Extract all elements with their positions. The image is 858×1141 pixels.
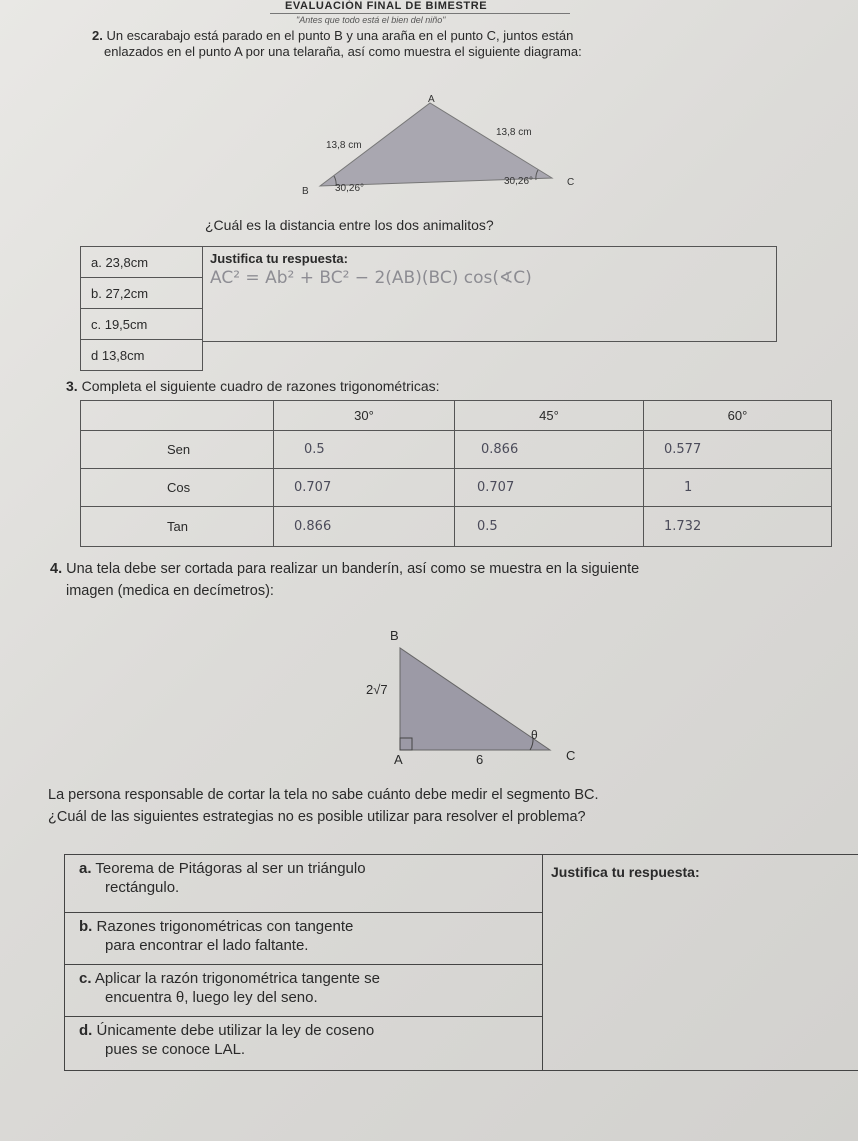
question-2-number: 2. xyxy=(92,28,103,43)
exam-title: EVALUACIÓN FINAL DE BIMESTRE xyxy=(285,0,488,12)
option-b-line2: para encontrar el lado faltante. xyxy=(105,937,309,954)
question-4-number: 4. xyxy=(50,561,63,577)
question-2-answer-area xyxy=(80,246,778,363)
question-2-handwritten-work: AC² = Ab² + BC² − 2(AB)(BC) cos(∢C) xyxy=(210,268,532,288)
question-2-line2: enlazados en el punto A por una telaraña, así como muestra el siguiente diagrama: xyxy=(104,44,582,59)
sen-45-value[interactable]: 0.866 xyxy=(455,431,644,469)
option-a-line1: Teorema de Pitágoras al ser un triángulo xyxy=(95,860,366,877)
option-a[interactable]: a. 23,8cm xyxy=(81,247,203,278)
right-triangle-shape xyxy=(400,648,550,750)
option-c-q4[interactable] xyxy=(65,965,543,1017)
sen-60-value[interactable]: 0.577 xyxy=(644,431,832,469)
question-4-justify-box[interactable] xyxy=(543,855,858,1071)
option-a-letter: a. xyxy=(79,860,92,877)
option-b-q4[interactable] xyxy=(65,913,543,965)
option-d-letter: d. xyxy=(79,1022,93,1039)
option-a-q4[interactable] xyxy=(65,855,543,913)
side-ac-label-q4: 6 xyxy=(476,752,484,767)
option-b-line1: Razones trigonométricas con tangente xyxy=(96,918,354,935)
trig-table-corner xyxy=(81,401,274,431)
question-3-number: 3. xyxy=(66,378,78,394)
option-c-line2: encuentra θ, luego ley del seno. xyxy=(105,989,318,1006)
tan-45-value[interactable]: 0.5 xyxy=(455,507,644,547)
option-b[interactable]: b. 27,2cm xyxy=(81,278,203,309)
vertex-a-label: A xyxy=(428,94,435,105)
question-4-line2: imagen (medica en decímetros): xyxy=(66,583,274,599)
cos-60-value[interactable]: 1 xyxy=(644,469,832,507)
trig-row-label-cos: Cos xyxy=(81,469,274,507)
vertex-c-label: C xyxy=(567,177,575,188)
question-2-line1: Un escarabajo está parado en el punto B y una araña en el punto C, juntos están xyxy=(106,28,574,43)
trig-row-label-sen: Sen xyxy=(81,431,274,469)
trig-col-30: 30° xyxy=(274,401,455,431)
question-4-text xyxy=(50,558,850,602)
tan-30-value[interactable]: 0.866 xyxy=(274,507,455,547)
question-4-question: ¿Cuál de las siguientes estrategias no es posible utilizar para resolver el problema? xyxy=(48,809,586,825)
option-b-letter: b. xyxy=(79,918,93,935)
tan-60-value[interactable]: 1.732 xyxy=(644,507,832,547)
side-ab-label: 13,8 cm xyxy=(326,140,362,151)
cos-30-value[interactable]: 0.707 xyxy=(274,469,455,507)
trig-col-60: 60° xyxy=(644,401,832,431)
option-c-line1: Aplicar la razón trigonométrica tangente se xyxy=(94,970,381,987)
question-4-prompt xyxy=(48,784,854,828)
question-3-instructions: Completa el siguiente cuadro de razones trigonométricas: xyxy=(81,378,440,394)
question-3-text xyxy=(66,378,440,394)
vertex-a-label-q4: A xyxy=(394,752,403,767)
angle-c-label: 30,26° xyxy=(504,176,534,187)
question-2-text xyxy=(92,28,812,60)
option-c-letter: c. xyxy=(79,970,92,987)
option-a-line2: rectángulo. xyxy=(105,879,180,896)
header-divider xyxy=(270,13,570,14)
trig-ratios-table xyxy=(80,400,832,547)
sen-30-value[interactable]: 0.5 xyxy=(274,431,455,469)
question-4-segment-text: La persona responsable de cortar la tela no sabe cuánto debe medir el segmento BC. xyxy=(48,787,599,803)
question-2-prompt: ¿Cuál es la distancia entre los dos animalitos? xyxy=(205,217,494,233)
side-ac-label: 13,8 cm xyxy=(496,127,532,138)
vertex-c-label-q4: C xyxy=(566,748,576,763)
option-c[interactable]: c. 19,5cm xyxy=(81,309,203,340)
option-d-line2: pues se conoce LAL. xyxy=(105,1041,246,1058)
trig-col-45: 45° xyxy=(455,401,644,431)
vertex-b-label-q4: B xyxy=(390,628,399,643)
exam-motto: "Antes que todo está el bien del niño" xyxy=(296,15,446,25)
option-d-selected[interactable]: d 13,8cm xyxy=(81,340,203,371)
angle-b-label: 30,26° xyxy=(335,183,365,194)
angle-theta-label: θ xyxy=(531,728,538,742)
cos-45-value[interactable]: 0.707 xyxy=(455,469,644,507)
question-2-options xyxy=(80,246,203,371)
question-2-justify-label: Justifica tu respuesta: xyxy=(210,251,348,266)
vertex-b-label: B xyxy=(302,186,309,197)
option-d-q4-selected[interactable] xyxy=(65,1017,543,1071)
question-4-line1: Una tela debe ser cortada para realizar un banderín, así como se muestra en la siguiente xyxy=(66,561,640,577)
question-4-options xyxy=(64,854,858,1071)
question-4-justify-label: Justifica tu respuesta: xyxy=(551,864,700,880)
trig-row-label-tan: Tan xyxy=(81,507,274,547)
option-d-line1: Únicamente debe utilizar la ley de coseno xyxy=(96,1022,375,1039)
side-ab-label-q4: 2√7 xyxy=(366,682,388,697)
